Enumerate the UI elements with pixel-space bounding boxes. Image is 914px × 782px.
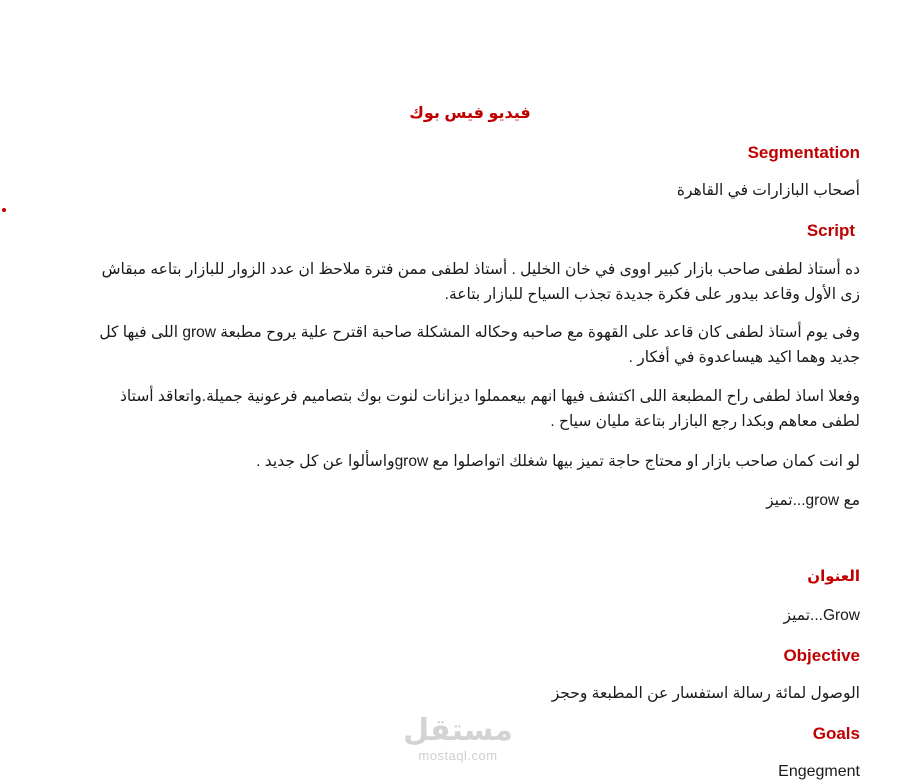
script-paragraph-5: مع grow...تميز (766, 492, 860, 509)
goals-text: Engegment (778, 763, 860, 780)
segmentation-text: أصحاب البازارات في القاهرة (676, 182, 860, 199)
segmentation-heading: Segmentation (747, 143, 860, 162)
mostaql-watermark (400, 713, 516, 769)
margin-dot-marker (2, 208, 6, 212)
watermark-arabic-logo: مستقل (403, 714, 513, 747)
watermark-latin-logo: mostaql.com (418, 748, 498, 763)
objective-text: الوصول لمائة رسالة استفسار عن المطبعة وحجز (551, 685, 860, 702)
title-section-text: Grow...تميز (783, 607, 860, 624)
title-section-heading: العنوان (807, 568, 860, 585)
objective-heading: Objective (783, 646, 860, 665)
document-title: فيديو فيس بوك (409, 105, 531, 122)
script-paragraph-3: وفعلا اساذ لطفى راح المطبعة اللى اكتشف فيها انهم بيعمملوا ديزانات لنوت بوك بتصاميم فرعونية جميلة.واتعاقد أستاذ لطفى معاهم وبكدا رجع البازار بتاعة مليان سياح . (120, 388, 860, 430)
script-paragraph-2: وفى يوم أستاذ لطفى كان قاعد على القهوة مع صاحبه وحكاله المشكلة صاحبة اقترح علية يروح مطبعة grow اللى فيها كل جديد وهما اكيد هيساعدوة في أفكار . (99, 324, 860, 366)
goals-heading: Goals (812, 724, 860, 743)
script-heading: Script (806, 221, 855, 240)
script-paragraph-1: ده أستاذ لطفى صاحب بازار كبير اووى في خان الخليل . أستاذ لطفى ممن فترة ملاحظ ان عدد الزوار للبازار بتاعه مبقاش زى الأول وقاعد بيدور على فكرة جديدة تجذب السياح للبازار بتاعة. (101, 261, 860, 303)
script-paragraph-4: لو انت كمان صاحب بازار او محتاج حاجة تميز بيها شغلك اتواصلوا مع growواسألوا عن كل جديد . (256, 453, 860, 470)
